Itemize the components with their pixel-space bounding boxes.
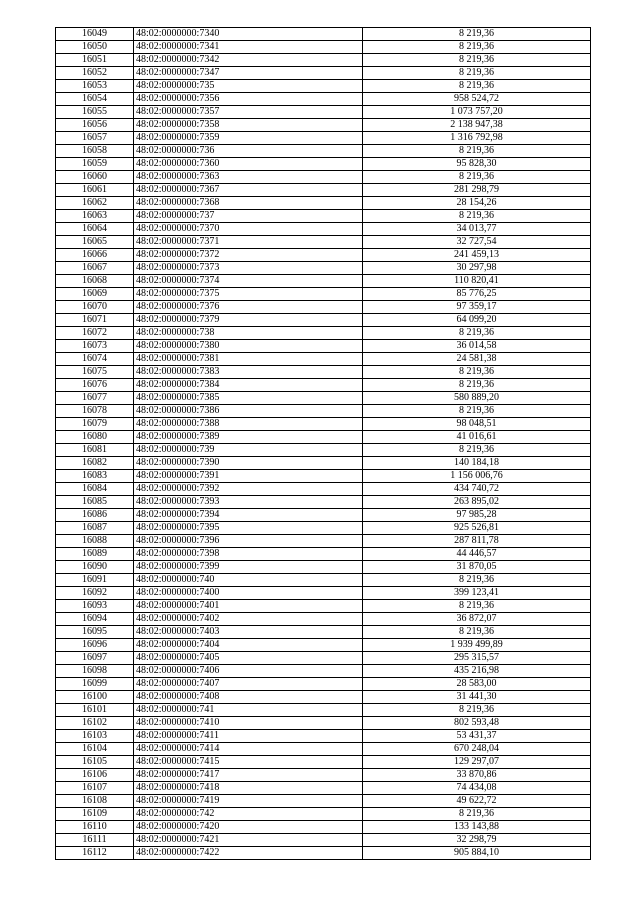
table-row [56, 80, 591, 93]
cadastral-value-cell: 8 219,36 [363, 28, 591, 41]
row-number-cell: 16096 [56, 639, 134, 652]
cadastral-value-cell: 8 219,36 [363, 171, 591, 184]
table-row [56, 405, 591, 418]
cadastral-value-cell: 1 316 792,98 [363, 132, 591, 145]
table-row [56, 743, 591, 756]
cadastral-number-cell: 48:02:0000000:7385 [134, 392, 363, 405]
cadastral-number-cell: 48:02:0000000:7379 [134, 314, 363, 327]
cadastral-value-cell: 31 441,30 [363, 691, 591, 704]
cadastral-number-cell: 48:02:0000000:7400 [134, 587, 363, 600]
cadastral-number-cell: 48:02:0000000:7388 [134, 418, 363, 431]
table-row [56, 821, 591, 834]
row-number-cell: 16094 [56, 613, 134, 626]
cadastral-value-cell: 28 154,26 [363, 197, 591, 210]
row-number-cell: 16050 [56, 41, 134, 54]
table-row [56, 392, 591, 405]
cadastral-value-cell: 133 143,88 [363, 821, 591, 834]
row-number-cell: 16097 [56, 652, 134, 665]
table-row [56, 678, 591, 691]
table-row [56, 418, 591, 431]
table-row [56, 54, 591, 67]
cadastral-number-cell: 48:02:0000000:7393 [134, 496, 363, 509]
table-row [56, 600, 591, 613]
cadastral-value-cell: 8 219,36 [363, 80, 591, 93]
row-number-cell: 16093 [56, 600, 134, 613]
cadastral-value-table [55, 27, 591, 860]
table-row [56, 366, 591, 379]
cadastral-number-cell: 48:02:0000000:7370 [134, 223, 363, 236]
row-number-cell: 16075 [56, 366, 134, 379]
cadastral-value-cell: 110 820,41 [363, 275, 591, 288]
row-number-cell: 16074 [56, 353, 134, 366]
cadastral-number-cell: 48:02:0000000:7381 [134, 353, 363, 366]
cadastral-number-cell: 48:02:0000000:741 [134, 704, 363, 717]
table-row [56, 496, 591, 509]
cadastral-value-cell: 97 985,28 [363, 509, 591, 522]
row-number-cell: 16107 [56, 782, 134, 795]
cadastral-value-cell: 30 297,98 [363, 262, 591, 275]
cadastral-number-cell: 48:02:0000000:7374 [134, 275, 363, 288]
row-number-cell: 16099 [56, 678, 134, 691]
cadastral-number-cell: 48:02:0000000:7341 [134, 41, 363, 54]
row-number-cell: 16073 [56, 340, 134, 353]
table-row [56, 769, 591, 782]
cadastral-number-cell: 48:02:0000000:7373 [134, 262, 363, 275]
cadastral-value-cell: 97 359,17 [363, 301, 591, 314]
row-number-cell: 16080 [56, 431, 134, 444]
row-number-cell: 16089 [56, 548, 134, 561]
row-number-cell: 16091 [56, 574, 134, 587]
cadastral-value-cell: 24 581,38 [363, 353, 591, 366]
row-number-cell: 16101 [56, 704, 134, 717]
table-row [56, 327, 591, 340]
cadastral-value-cell: 8 219,36 [363, 366, 591, 379]
table-row [56, 340, 591, 353]
cadastral-number-cell: 48:02:0000000:7347 [134, 67, 363, 80]
cadastral-number-cell: 48:02:0000000:735 [134, 80, 363, 93]
row-number-cell: 16085 [56, 496, 134, 509]
table-row [56, 691, 591, 704]
cadastral-number-cell: 48:02:0000000:7402 [134, 613, 363, 626]
row-number-cell: 16071 [56, 314, 134, 327]
table-row [56, 574, 591, 587]
row-number-cell: 16106 [56, 769, 134, 782]
cadastral-number-cell: 48:02:0000000:7359 [134, 132, 363, 145]
table-row [56, 145, 591, 158]
table-row [56, 353, 591, 366]
cadastral-value-cell: 241 459,13 [363, 249, 591, 262]
table-row [56, 470, 591, 483]
row-number-cell: 16087 [56, 522, 134, 535]
cadastral-number-cell: 48:02:0000000:7417 [134, 769, 363, 782]
cadastral-value-cell: 1 939 499,89 [363, 639, 591, 652]
cadastral-value-cell: 85 776,25 [363, 288, 591, 301]
cadastral-number-cell: 48:02:0000000:7399 [134, 561, 363, 574]
cadastral-number-cell: 48:02:0000000:7389 [134, 431, 363, 444]
table-row [56, 535, 591, 548]
table-row [56, 106, 591, 119]
cadastral-value-cell: 8 219,36 [363, 210, 591, 223]
cadastral-number-cell: 48:02:0000000:7375 [134, 288, 363, 301]
table-row [56, 483, 591, 496]
row-number-cell: 16062 [56, 197, 134, 210]
cadastral-value-cell: 263 895,02 [363, 496, 591, 509]
table-row [56, 808, 591, 821]
cadastral-value-cell: 8 219,36 [363, 67, 591, 80]
row-number-cell: 16111 [56, 834, 134, 847]
table-row [56, 730, 591, 743]
cadastral-number-cell: 48:02:0000000:7411 [134, 730, 363, 743]
row-number-cell: 16110 [56, 821, 134, 834]
cadastral-number-cell: 48:02:0000000:7401 [134, 600, 363, 613]
cadastral-value-cell: 580 889,20 [363, 392, 591, 405]
cadastral-number-cell: 48:02:0000000:7419 [134, 795, 363, 808]
row-number-cell: 16083 [56, 470, 134, 483]
cadastral-number-cell: 48:02:0000000:7406 [134, 665, 363, 678]
cadastral-number-cell: 48:02:0000000:740 [134, 574, 363, 587]
cadastral-number-cell: 48:02:0000000:7396 [134, 535, 363, 548]
cadastral-number-cell: 48:02:0000000:7384 [134, 379, 363, 392]
cadastral-value-cell: 98 048,51 [363, 418, 591, 431]
row-number-cell: 16098 [56, 665, 134, 678]
cadastral-number-cell: 48:02:0000000:7415 [134, 756, 363, 769]
table-row [56, 288, 591, 301]
cadastral-number-cell: 48:02:0000000:7420 [134, 821, 363, 834]
row-number-cell: 16064 [56, 223, 134, 236]
table-row [56, 132, 591, 145]
cadastral-number-cell: 48:02:0000000:742 [134, 808, 363, 821]
row-number-cell: 16076 [56, 379, 134, 392]
row-number-cell: 16088 [56, 535, 134, 548]
table-row [56, 223, 591, 236]
table-row [56, 795, 591, 808]
table-row [56, 756, 591, 769]
row-number-cell: 16100 [56, 691, 134, 704]
cadastral-number-cell: 48:02:0000000:7390 [134, 457, 363, 470]
cadastral-number-cell: 48:02:0000000:738 [134, 327, 363, 340]
cadastral-value-cell: 32 727,54 [363, 236, 591, 249]
row-number-cell: 16055 [56, 106, 134, 119]
table-row [56, 184, 591, 197]
cadastral-value-cell: 8 219,36 [363, 808, 591, 821]
cadastral-value-cell: 8 219,36 [363, 405, 591, 418]
table-row [56, 613, 591, 626]
cadastral-number-cell: 48:02:0000000:7356 [134, 93, 363, 106]
cadastral-value-cell: 49 622,72 [363, 795, 591, 808]
row-number-cell: 16070 [56, 301, 134, 314]
cadastral-value-cell: 8 219,36 [363, 626, 591, 639]
cadastral-value-cell: 802 593,48 [363, 717, 591, 730]
cadastral-value-cell: 129 297,07 [363, 756, 591, 769]
cadastral-value-cell: 925 526,81 [363, 522, 591, 535]
cadastral-number-cell: 48:02:0000000:7421 [134, 834, 363, 847]
row-number-cell: 16081 [56, 444, 134, 457]
cadastral-number-cell: 48:02:0000000:7372 [134, 249, 363, 262]
cadastral-value-cell: 281 298,79 [363, 184, 591, 197]
table-row [56, 158, 591, 171]
cadastral-value-cell: 8 219,36 [363, 41, 591, 54]
table-body [56, 28, 591, 860]
cadastral-value-cell: 64 099,20 [363, 314, 591, 327]
row-number-cell: 16057 [56, 132, 134, 145]
row-number-cell: 16056 [56, 119, 134, 132]
cadastral-number-cell: 48:02:0000000:7410 [134, 717, 363, 730]
cadastral-value-cell: 8 219,36 [363, 600, 591, 613]
table-row [56, 522, 591, 535]
row-number-cell: 16059 [56, 158, 134, 171]
cadastral-value-cell: 905 884,10 [363, 847, 591, 860]
cadastral-number-cell: 48:02:0000000:7367 [134, 184, 363, 197]
cadastral-value-cell: 8 219,36 [363, 54, 591, 67]
cadastral-number-cell: 48:02:0000000:7394 [134, 509, 363, 522]
cadastral-value-cell: 8 219,36 [363, 379, 591, 392]
row-number-cell: 16065 [56, 236, 134, 249]
row-number-cell: 16105 [56, 756, 134, 769]
cadastral-value-cell: 295 315,57 [363, 652, 591, 665]
table-row [56, 41, 591, 54]
table-row [56, 652, 591, 665]
cadastral-value-cell: 2 138 947,38 [363, 119, 591, 132]
cadastral-value-cell: 53 431,37 [363, 730, 591, 743]
row-number-cell: 16078 [56, 405, 134, 418]
cadastral-number-cell: 48:02:0000000:7376 [134, 301, 363, 314]
row-number-cell: 16082 [56, 457, 134, 470]
cadastral-value-cell: 32 298,79 [363, 834, 591, 847]
table-row [56, 171, 591, 184]
row-number-cell: 16054 [56, 93, 134, 106]
cadastral-value-cell: 36 014,58 [363, 340, 591, 353]
cadastral-number-cell: 48:02:0000000:739 [134, 444, 363, 457]
row-number-cell: 16053 [56, 80, 134, 93]
cadastral-number-cell: 48:02:0000000:7342 [134, 54, 363, 67]
cadastral-value-cell: 8 219,36 [363, 704, 591, 717]
cadastral-number-cell: 48:02:0000000:7398 [134, 548, 363, 561]
table-row [56, 847, 591, 860]
row-number-cell: 16095 [56, 626, 134, 639]
table-row [56, 782, 591, 795]
row-number-cell: 16077 [56, 392, 134, 405]
row-number-cell: 16092 [56, 587, 134, 600]
table-row [56, 444, 591, 457]
table-row [56, 834, 591, 847]
row-number-cell: 16072 [56, 327, 134, 340]
cadastral-number-cell: 48:02:0000000:7404 [134, 639, 363, 652]
cadastral-value-cell: 33 870,86 [363, 769, 591, 782]
table-row [56, 704, 591, 717]
cadastral-number-cell: 48:02:0000000:7368 [134, 197, 363, 210]
cadastral-number-cell: 48:02:0000000:7371 [134, 236, 363, 249]
row-number-cell: 16069 [56, 288, 134, 301]
row-number-cell: 16051 [56, 54, 134, 67]
cadastral-value-cell: 1 156 006,76 [363, 470, 591, 483]
table-row [56, 561, 591, 574]
row-number-cell: 16068 [56, 275, 134, 288]
table-row [56, 119, 591, 132]
row-number-cell: 16079 [56, 418, 134, 431]
cadastral-value-cell: 8 219,36 [363, 145, 591, 158]
row-number-cell: 16103 [56, 730, 134, 743]
cadastral-value-cell: 95 828,30 [363, 158, 591, 171]
table-row [56, 457, 591, 470]
cadastral-value-cell: 287 811,78 [363, 535, 591, 548]
table-row [56, 626, 591, 639]
cadastral-value-cell: 670 248,04 [363, 743, 591, 756]
table-row [56, 67, 591, 80]
cadastral-number-cell: 48:02:0000000:7358 [134, 119, 363, 132]
cadastral-number-cell: 48:02:0000000:7418 [134, 782, 363, 795]
cadastral-number-cell: 48:02:0000000:7422 [134, 847, 363, 860]
cadastral-value-cell: 36 872,07 [363, 613, 591, 626]
table-row [56, 275, 591, 288]
row-number-cell: 16112 [56, 847, 134, 860]
cadastral-value-cell: 8 219,36 [363, 327, 591, 340]
cadastral-value-cell: 435 216,98 [363, 665, 591, 678]
table-row [56, 93, 591, 106]
cadastral-value-cell: 41 016,61 [363, 431, 591, 444]
cadastral-value-cell: 31 870,05 [363, 561, 591, 574]
cadastral-number-cell: 48:02:0000000:7414 [134, 743, 363, 756]
cadastral-number-cell: 48:02:0000000:7363 [134, 171, 363, 184]
cadastral-number-cell: 48:02:0000000:736 [134, 145, 363, 158]
row-number-cell: 16084 [56, 483, 134, 496]
row-number-cell: 16060 [56, 171, 134, 184]
table-row [56, 548, 591, 561]
cadastral-value-cell: 34 013,77 [363, 223, 591, 236]
table-row [56, 509, 591, 522]
row-number-cell: 16058 [56, 145, 134, 158]
table-row [56, 587, 591, 600]
cadastral-value-cell: 44 446,57 [363, 548, 591, 561]
table-row [56, 431, 591, 444]
cadastral-number-cell: 48:02:0000000:7405 [134, 652, 363, 665]
cadastral-value-cell: 434 740,72 [363, 483, 591, 496]
cadastral-value-cell: 28 583,00 [363, 678, 591, 691]
row-number-cell: 16067 [56, 262, 134, 275]
table-row [56, 28, 591, 41]
row-number-cell: 16066 [56, 249, 134, 262]
cadastral-value-cell: 8 219,36 [363, 444, 591, 457]
cadastral-number-cell: 48:02:0000000:7360 [134, 158, 363, 171]
table-row [56, 717, 591, 730]
row-number-cell: 16109 [56, 808, 134, 821]
cadastral-value-cell: 8 219,36 [363, 574, 591, 587]
cadastral-value-cell: 74 434,08 [363, 782, 591, 795]
cadastral-value-cell: 958 524,72 [363, 93, 591, 106]
cadastral-value-cell: 399 123,41 [363, 587, 591, 600]
table-row [56, 379, 591, 392]
table-row [56, 262, 591, 275]
table-row [56, 236, 591, 249]
row-number-cell: 16102 [56, 717, 134, 730]
cadastral-number-cell: 48:02:0000000:7408 [134, 691, 363, 704]
row-number-cell: 16104 [56, 743, 134, 756]
table-row [56, 314, 591, 327]
cadastral-number-cell: 48:02:0000000:7340 [134, 28, 363, 41]
table-row [56, 301, 591, 314]
table-row [56, 210, 591, 223]
cadastral-number-cell: 48:02:0000000:737 [134, 210, 363, 223]
cadastral-number-cell: 48:02:0000000:7386 [134, 405, 363, 418]
cadastral-number-cell: 48:02:0000000:7407 [134, 678, 363, 691]
cadastral-number-cell: 48:02:0000000:7403 [134, 626, 363, 639]
cadastral-value-cell: 1 073 757,20 [363, 106, 591, 119]
row-number-cell: 16108 [56, 795, 134, 808]
document-page [55, 27, 590, 860]
table-row [56, 639, 591, 652]
row-number-cell: 16063 [56, 210, 134, 223]
row-number-cell: 16086 [56, 509, 134, 522]
row-number-cell: 16049 [56, 28, 134, 41]
cadastral-number-cell: 48:02:0000000:7383 [134, 366, 363, 379]
cadastral-number-cell: 48:02:0000000:7392 [134, 483, 363, 496]
row-number-cell: 16090 [56, 561, 134, 574]
cadastral-number-cell: 48:02:0000000:7380 [134, 340, 363, 353]
table-row [56, 197, 591, 210]
row-number-cell: 16052 [56, 67, 134, 80]
cadastral-number-cell: 48:02:0000000:7391 [134, 470, 363, 483]
cadastral-number-cell: 48:02:0000000:7357 [134, 106, 363, 119]
table-row [56, 249, 591, 262]
table-row [56, 665, 591, 678]
cadastral-number-cell: 48:02:0000000:7395 [134, 522, 363, 535]
cadastral-value-cell: 140 184,18 [363, 457, 591, 470]
row-number-cell: 16061 [56, 184, 134, 197]
